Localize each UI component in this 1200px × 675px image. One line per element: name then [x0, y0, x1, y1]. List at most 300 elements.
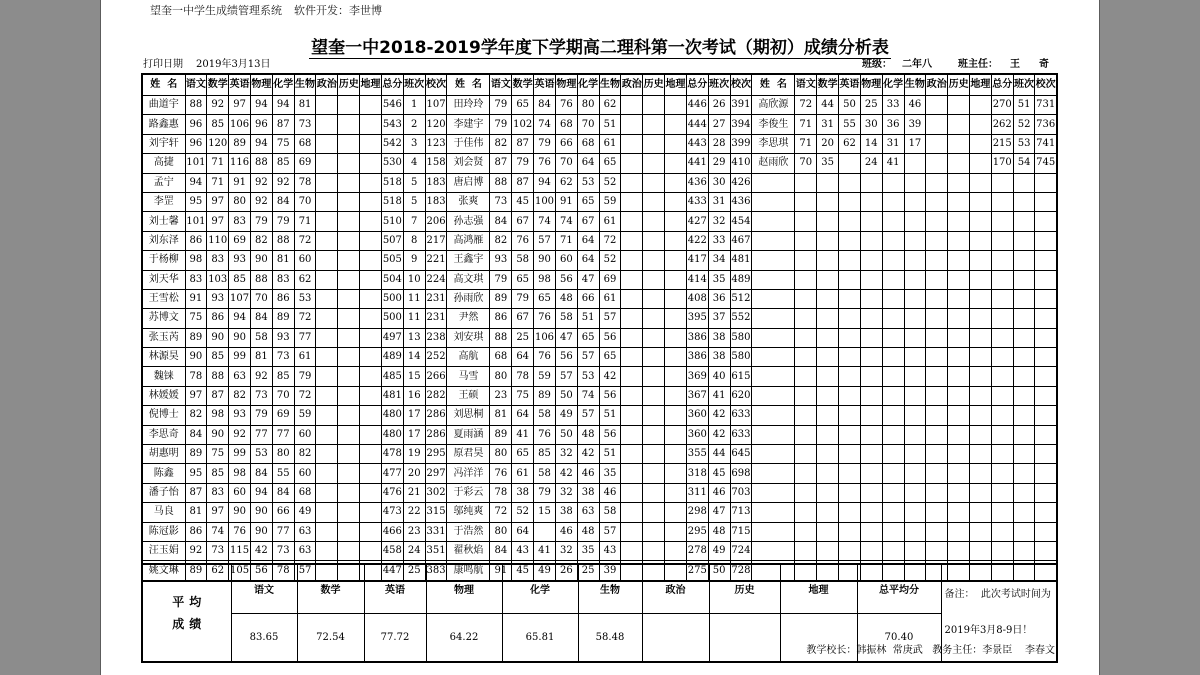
biology-cell: 62	[294, 270, 316, 289]
biology-cell: 61	[599, 134, 621, 153]
empty-cell	[970, 231, 992, 250]
table-row	[142, 522, 1057, 541]
empty-cell	[926, 289, 948, 308]
class-rank-cell: 54	[1013, 154, 1035, 173]
geography-cell	[360, 328, 382, 347]
table-row	[142, 425, 1057, 444]
biology-cell: 58	[599, 503, 621, 522]
math-cell: 67	[512, 212, 534, 231]
biology-cell: 59	[599, 192, 621, 211]
physics-cell: 53	[250, 445, 272, 464]
empty-cell	[839, 406, 861, 425]
empty-cell	[970, 367, 992, 386]
empty-cell	[970, 348, 992, 367]
empty-cell	[752, 522, 795, 541]
chinese-cell: 95	[185, 192, 207, 211]
chinese-cell: 23	[490, 386, 512, 405]
empty-cell	[970, 425, 992, 444]
chemistry-cell: 94	[272, 96, 294, 115]
total-cell: 480	[381, 425, 403, 444]
empty-cell	[839, 289, 861, 308]
principal-names: 韩振林 常庚武	[856, 645, 923, 656]
class-rank-cell: 28	[708, 134, 730, 153]
english-cell: 79	[534, 483, 556, 502]
physics-cell: 76	[555, 96, 577, 115]
total-cell: 427	[686, 212, 708, 231]
summary-header-geography: 地理	[780, 564, 857, 613]
total-cell: 466	[381, 522, 403, 541]
chemistry-cell: 42	[577, 445, 599, 464]
total-cell: 500	[381, 289, 403, 308]
name-cell: 路鑫惠	[142, 115, 185, 134]
math-cell: 75	[207, 445, 229, 464]
english-cell: 89	[229, 134, 251, 153]
chinese-cell: 89	[185, 561, 207, 581]
school-rank-cell: 745	[1035, 154, 1057, 173]
empty-cell	[970, 445, 992, 464]
physics-cell: 24	[860, 154, 882, 173]
empty-cell	[860, 386, 882, 405]
empty-cell	[1013, 173, 1035, 192]
math-cell: 93	[207, 289, 229, 308]
chinese-cell: 98	[185, 251, 207, 270]
class-rank-cell: 14	[403, 348, 425, 367]
empty-cell	[817, 367, 839, 386]
politics-cell	[621, 231, 643, 250]
history-cell	[338, 541, 360, 560]
empty-cell	[1013, 212, 1035, 231]
total-cell: 386	[686, 328, 708, 347]
math-cell: 71	[207, 173, 229, 192]
chemistry-cell: 80	[577, 96, 599, 115]
politics-cell	[316, 522, 338, 541]
table-row	[142, 328, 1057, 347]
header-chinese: 语文	[185, 74, 207, 96]
history-cell	[338, 115, 360, 134]
empty-cell	[948, 251, 970, 270]
empty-cell	[926, 309, 948, 328]
biology-cell: 63	[294, 522, 316, 541]
physics-cell: 50	[555, 425, 577, 444]
math-cell: 61	[512, 464, 534, 483]
physics-cell: 79	[250, 212, 272, 231]
empty-cell	[948, 464, 970, 483]
empty-cell	[991, 503, 1013, 522]
chemistry-cell: 33	[882, 96, 904, 115]
table-row	[142, 154, 1057, 173]
geography-cell	[665, 328, 687, 347]
empty-cell	[817, 483, 839, 502]
empty-cell	[795, 289, 817, 308]
class-rank-cell: 46	[708, 483, 730, 502]
empty-cell	[1013, 270, 1035, 289]
name-cell: 刘士馨	[142, 212, 185, 231]
total-cell: 367	[686, 386, 708, 405]
header-name: 姓 名	[752, 74, 795, 96]
empty-cell	[926, 367, 948, 386]
chinese-cell: 79	[490, 115, 512, 134]
geography-cell	[665, 289, 687, 308]
empty-cell	[970, 464, 992, 483]
school-rank-cell: 703	[730, 483, 752, 502]
history-cell	[643, 212, 665, 231]
school-rank-cell: 383	[425, 561, 447, 581]
empty-cell	[1035, 445, 1057, 464]
chinese-cell: 97	[185, 386, 207, 405]
total-cell: 417	[686, 251, 708, 270]
name-cell: 孙志强	[447, 212, 490, 231]
biology-cell: 73	[294, 115, 316, 134]
name-cell: 田玲玲	[447, 96, 490, 115]
empty-cell	[991, 483, 1013, 502]
chemistry-cell: 48	[577, 425, 599, 444]
politics-cell	[621, 503, 643, 522]
empty-cell	[795, 231, 817, 250]
chinese-cell: 80	[490, 367, 512, 386]
class-rank-cell: 34	[708, 251, 730, 270]
empty-cell	[904, 406, 926, 425]
empty-cell	[839, 541, 861, 560]
physics-cell: 94	[250, 134, 272, 153]
geography-cell	[360, 406, 382, 425]
physics-cell: 57	[555, 367, 577, 386]
chemistry-cell: 36	[882, 115, 904, 134]
empty-cell	[795, 483, 817, 502]
empty-cell	[752, 212, 795, 231]
empty-cell	[970, 212, 992, 231]
english-cell: 50	[839, 96, 861, 115]
physics-cell: 56	[250, 561, 272, 581]
math-cell: 85	[207, 348, 229, 367]
table-row	[142, 231, 1057, 250]
physics-cell: 56	[555, 348, 577, 367]
empty-cell	[970, 503, 992, 522]
class-rank-cell: 15	[403, 367, 425, 386]
chinese-cell: 80	[490, 445, 512, 464]
history-cell	[643, 406, 665, 425]
header-history: 历史	[643, 74, 665, 96]
header-geography: 地理	[360, 74, 382, 96]
geography-cell	[360, 386, 382, 405]
politics-cell	[316, 251, 338, 270]
empty-cell	[1035, 251, 1057, 270]
chemistry-cell: 66	[272, 503, 294, 522]
name-cell: 李罡	[142, 192, 185, 211]
chinese-cell: 88	[490, 173, 512, 192]
empty-cell	[860, 231, 882, 250]
biology-cell: 60	[294, 425, 316, 444]
chinese-cell: 79	[490, 96, 512, 115]
empty-cell	[882, 367, 904, 386]
class-rank-cell: 2	[403, 115, 425, 134]
biology-cell: 72	[294, 231, 316, 250]
politics-cell	[621, 212, 643, 231]
name-cell: 夏雨涵	[447, 425, 490, 444]
empty-cell	[882, 328, 904, 347]
chemistry-cell: 84	[272, 483, 294, 502]
total-cell: 278	[686, 541, 708, 560]
name-cell: 王雪松	[142, 289, 185, 308]
empty-cell	[795, 425, 817, 444]
print-date: 2019年3月13日	[196, 59, 271, 70]
table-row	[142, 96, 1057, 115]
table-row	[142, 251, 1057, 270]
english-cell: 79	[534, 134, 556, 153]
header-school-rank: 校次	[730, 74, 752, 96]
math-cell: 87	[512, 173, 534, 192]
class-rank-cell: 17	[403, 425, 425, 444]
empty-cell	[839, 483, 861, 502]
chinese-cell: 71	[795, 115, 817, 134]
math-cell: 64	[512, 348, 534, 367]
empty-cell	[970, 483, 992, 502]
school-rank-cell: 231	[425, 309, 447, 328]
chemistry-cell: 93	[272, 328, 294, 347]
total-cell: 444	[686, 115, 708, 134]
empty-cell	[904, 192, 926, 211]
school-rank-cell: 633	[730, 406, 752, 425]
total-cell: 458	[381, 541, 403, 560]
math-cell: 86	[207, 309, 229, 328]
empty-cell	[882, 386, 904, 405]
physics-cell: 92	[250, 367, 272, 386]
average-physics: 64.22	[426, 613, 502, 662]
biology-cell: 42	[599, 367, 621, 386]
empty-cell	[1013, 483, 1035, 502]
summary-header-english: 英语	[364, 564, 426, 613]
school-rank-cell: 238	[425, 328, 447, 347]
english-cell: 92	[229, 425, 251, 444]
math-cell: 83	[207, 251, 229, 270]
teacher-label: 班主任：	[958, 59, 998, 70]
chinese-cell: 76	[490, 464, 512, 483]
physics-cell: 66	[555, 134, 577, 153]
empty-cell	[817, 503, 839, 522]
politics-cell	[316, 231, 338, 250]
empty-cell	[1035, 328, 1057, 347]
school-rank-cell: 302	[425, 483, 447, 502]
empty-cell	[926, 386, 948, 405]
math-cell: 43	[512, 541, 534, 560]
empty-cell	[752, 328, 795, 347]
history-cell	[338, 406, 360, 425]
empty-cell	[970, 522, 992, 541]
empty-cell	[839, 212, 861, 231]
empty-cell	[860, 425, 882, 444]
physics-cell: 92	[250, 173, 272, 192]
average-biology: 58.48	[578, 613, 642, 662]
total-cell: 298	[686, 503, 708, 522]
empty-cell	[1035, 483, 1057, 502]
physics-cell: 48	[555, 289, 577, 308]
history-cell	[643, 445, 665, 464]
math-cell: 64	[512, 406, 534, 425]
school-rank-cell: 731	[1035, 96, 1057, 115]
empty-cell	[882, 425, 904, 444]
empty-cell	[948, 425, 970, 444]
empty-cell	[882, 522, 904, 541]
chinese-cell: 78	[490, 483, 512, 502]
total-cell: 270	[991, 96, 1013, 115]
math-cell: 83	[207, 483, 229, 502]
math-cell: 62	[207, 561, 229, 581]
chinese-cell: 84	[490, 212, 512, 231]
politics-cell	[316, 483, 338, 502]
empty-cell	[817, 289, 839, 308]
history-cell	[338, 464, 360, 483]
biology-cell: 63	[294, 541, 316, 560]
class-rank-cell: 48	[708, 522, 730, 541]
english-cell: 91	[229, 173, 251, 192]
chemistry-cell: 85	[272, 367, 294, 386]
total-cell: 360	[686, 425, 708, 444]
empty-cell	[860, 192, 882, 211]
name-cell: 于杨柳	[142, 251, 185, 270]
empty-cell	[817, 173, 839, 192]
class-rank-cell: 38	[708, 348, 730, 367]
total-cell: 530	[381, 154, 403, 173]
empty-cell	[882, 173, 904, 192]
physics-cell: 94	[250, 483, 272, 502]
header-physics: 物理	[860, 74, 882, 96]
english-cell: 58	[534, 406, 556, 425]
math-cell: 45	[512, 192, 534, 211]
empty-cell	[1013, 231, 1035, 250]
empty-cell	[904, 348, 926, 367]
class-rank-cell: 25	[403, 561, 425, 581]
total-cell: 369	[686, 367, 708, 386]
geography-cell	[360, 348, 382, 367]
empty-cell	[839, 464, 861, 483]
chinese-cell: 80	[490, 522, 512, 541]
politics-cell	[621, 522, 643, 541]
politics-cell	[316, 406, 338, 425]
header-math: 数学	[512, 74, 534, 96]
history-cell	[643, 115, 665, 134]
header-geography: 地理	[970, 74, 992, 96]
biology-cell: 79	[294, 367, 316, 386]
chinese-cell: 84	[490, 541, 512, 560]
math-cell: 90	[207, 328, 229, 347]
empty-cell	[860, 483, 882, 502]
empty-cell	[948, 367, 970, 386]
empty-cell	[948, 270, 970, 289]
empty-cell	[1035, 289, 1057, 308]
chemistry-cell: 38	[577, 483, 599, 502]
class-rank-cell: 16	[403, 386, 425, 405]
class-label: 班级：	[862, 59, 892, 70]
empty-cell	[904, 173, 926, 192]
header-name: 姓 名	[447, 74, 490, 96]
chinese-cell: 82	[490, 231, 512, 250]
chemistry-cell: 88	[272, 231, 294, 250]
class-rank-cell: 27	[708, 115, 730, 134]
chinese-cell: 95	[185, 464, 207, 483]
history-cell	[338, 522, 360, 541]
empty-cell	[752, 425, 795, 444]
empty-cell	[904, 386, 926, 405]
geography-cell	[665, 115, 687, 134]
geography-cell	[360, 289, 382, 308]
math-cell: 120	[207, 134, 229, 153]
biology-cell: 72	[294, 309, 316, 328]
geography-cell	[360, 192, 382, 211]
geography-cell	[665, 464, 687, 483]
empty-cell	[948, 348, 970, 367]
table-row	[142, 483, 1057, 502]
chinese-cell: 87	[490, 154, 512, 173]
politics-cell	[316, 464, 338, 483]
empty-cell	[1013, 289, 1035, 308]
empty-cell	[926, 328, 948, 347]
table-row	[142, 309, 1057, 328]
header-biology: 生物	[904, 74, 926, 96]
physics-cell: 42	[250, 541, 272, 560]
class-rank-cell: 23	[403, 522, 425, 541]
physics-cell: 46	[555, 522, 577, 541]
director-names: 李景臣 李春文	[982, 645, 1055, 656]
table-row	[142, 348, 1057, 367]
header-chemistry: 化学	[272, 74, 294, 96]
summary-subject-row	[142, 564, 1057, 613]
total-cell: 422	[686, 231, 708, 250]
empty-cell	[817, 541, 839, 560]
name-cell: 李思琪	[752, 134, 795, 153]
empty-cell	[948, 309, 970, 328]
empty-cell	[970, 270, 992, 289]
chemistry-cell: 57	[577, 348, 599, 367]
politics-cell	[316, 541, 338, 560]
school-rank-cell: 454	[730, 212, 752, 231]
english-cell: 85	[534, 445, 556, 464]
math-cell: 90	[207, 425, 229, 444]
physics-cell: 94	[250, 96, 272, 115]
politics-cell	[621, 464, 643, 483]
total-cell: 542	[381, 134, 403, 153]
chinese-cell: 96	[185, 134, 207, 153]
physics-cell: 32	[555, 541, 577, 560]
physics-cell: 60	[555, 251, 577, 270]
history-cell	[338, 231, 360, 250]
geography-cell	[665, 367, 687, 386]
math-cell: 110	[207, 231, 229, 250]
class-rank-cell: 24	[403, 541, 425, 560]
politics-cell	[926, 115, 948, 134]
biology-cell: 39	[904, 115, 926, 134]
empty-cell	[795, 173, 817, 192]
geography-cell	[665, 445, 687, 464]
physics-cell: 74	[555, 212, 577, 231]
chemistry-cell: 25	[577, 561, 599, 581]
empty-cell	[860, 309, 882, 328]
name-cell: 王硕	[447, 386, 490, 405]
school-rank-cell: 633	[730, 425, 752, 444]
empty-cell	[1035, 522, 1057, 541]
history-cell	[338, 367, 360, 386]
class-rank-cell: 26	[708, 96, 730, 115]
chemistry-cell: 83	[272, 270, 294, 289]
empty-cell	[926, 173, 948, 192]
total-cell: 386	[686, 348, 708, 367]
empty-cell	[991, 270, 1013, 289]
history-cell	[338, 251, 360, 270]
class-rank-cell: 10	[403, 270, 425, 289]
chinese-cell: 89	[490, 289, 512, 308]
english-cell: 90	[229, 328, 251, 347]
math-cell: 103	[207, 270, 229, 289]
header-math: 数学	[207, 74, 229, 96]
english-cell: 49	[534, 561, 556, 581]
